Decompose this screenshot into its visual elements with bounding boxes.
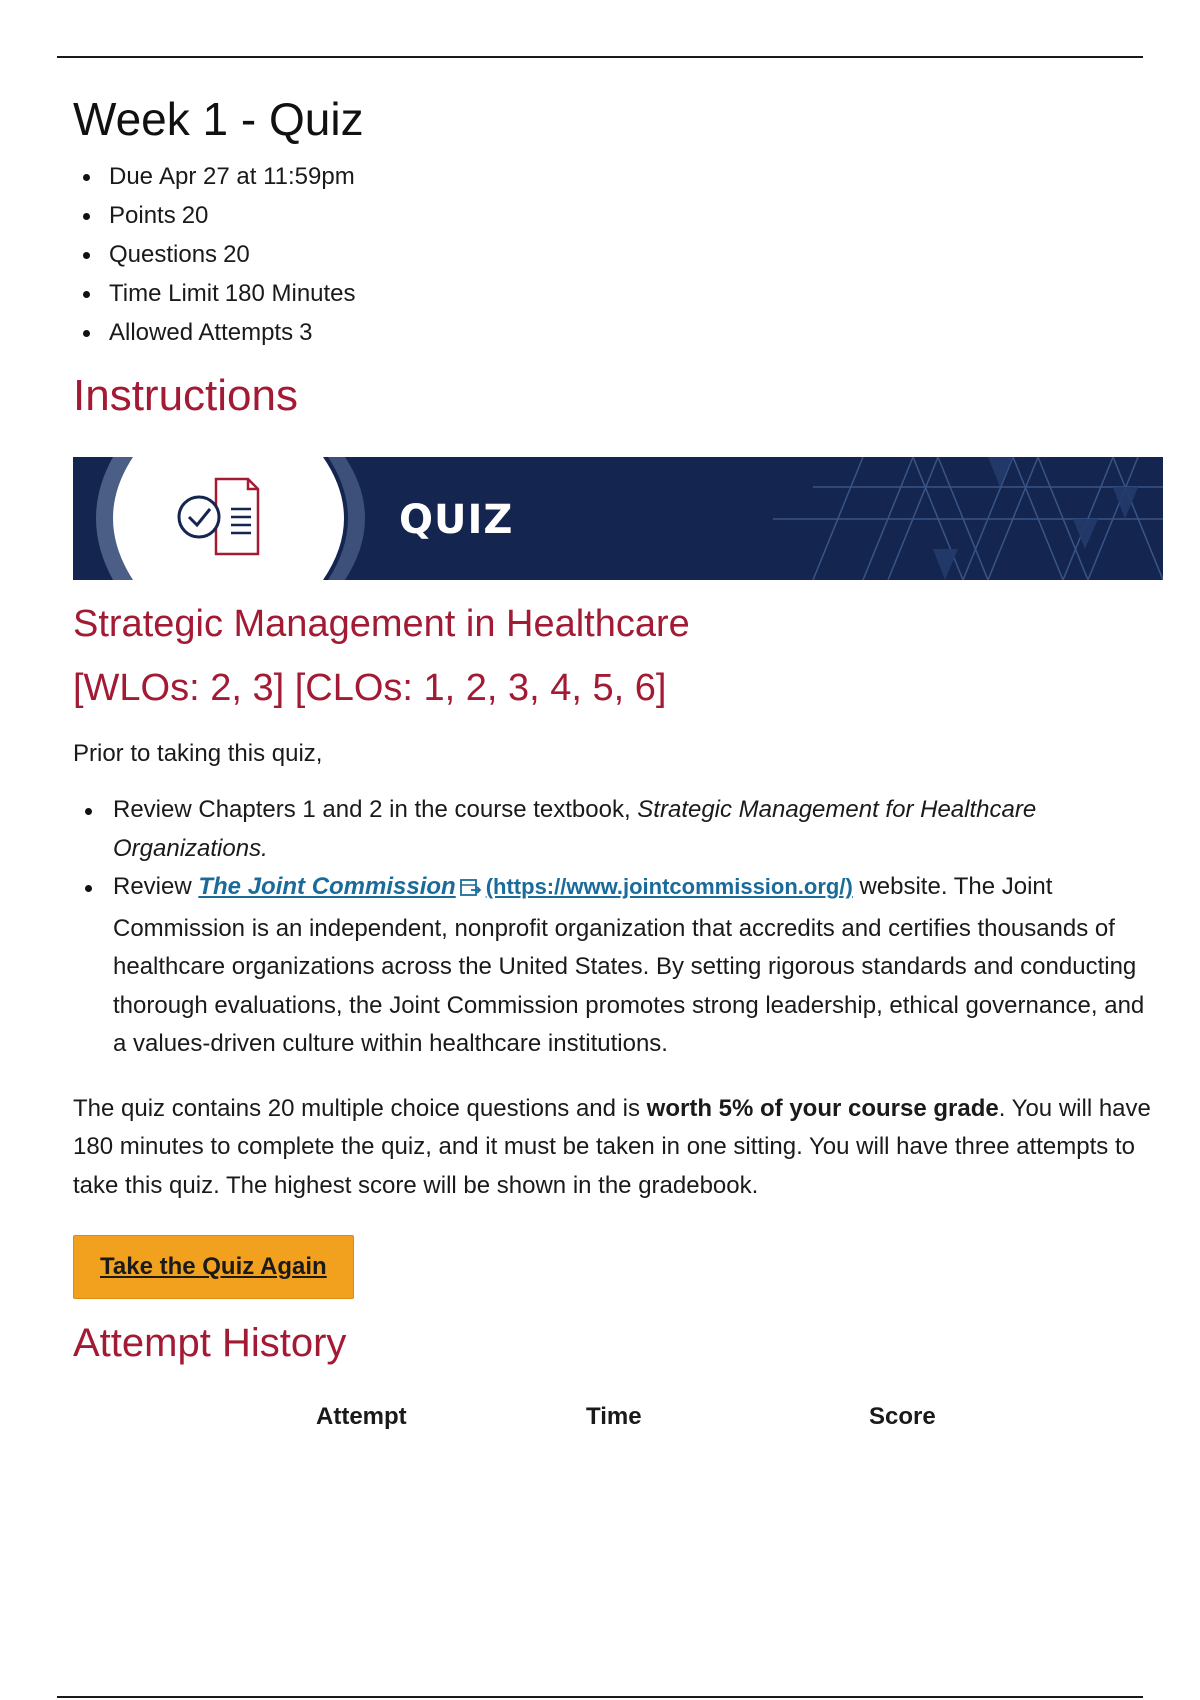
detail-points: Points 20 [109,196,1163,235]
joint-commission-link[interactable]: The Joint Commission [198,873,456,901]
learning-outcomes: [WLOs: 2, 3] [CLOs: 1, 2, 3, 4, 5, 6] [73,666,667,709]
detail-due: Due Apr 27 at 11:59pm [109,157,1163,196]
intro-text: Prior to taking this quiz, [73,740,323,768]
column-header-time: Time [586,1403,642,1431]
column-header-attempt: Attempt [316,1403,407,1431]
detail-questions: Questions 20 [109,235,1163,274]
banner-title: QUIZ [399,496,514,543]
instructions-heading: Instructions [73,371,298,421]
column-header-score: Score [869,1403,936,1431]
quiz-details-list [73,157,1163,352]
prep-list [73,791,1163,1064]
prep-item-textbook: Review Chapters 1 and 2 in the course textbook, Strategic Management for Healthcare Organizations. [113,791,1163,868]
bottom-divider [57,1696,1143,1698]
quiz-page [73,92,1163,1443]
attempt-history-table [73,1395,1163,1443]
grade-weight: worth 5% of your course grade [646,1094,999,1122]
prep-item-joint-commission: Review The Joint Commission (https://www.jointcommission.org/) website. The Joint Commission is an independent, nonprofit organization that accredits and certifies thousands of healthcare organizations across the United States. By setting rigorous standards and conducting thorough evaluations, the Joint Commission promotes strong leadership, ethical governance, and a values-driven culture within healthcare institutions. [113,868,1163,1064]
detail-time-limit: Time Limit 180 Minutes [109,274,1163,313]
quiz-banner [73,457,1163,580]
page-title: Week 1 - Quiz [73,93,364,145]
top-divider [57,56,1143,58]
textbook-title: Strategic Management for Healthcare Organizations [113,796,1037,862]
joint-commission-url[interactable]: (https://www.jointcommission.org/) [485,874,853,900]
attempt-history-heading: Attempt History [73,1321,347,1366]
take-quiz-again-button[interactable]: Take the Quiz Again [73,1235,354,1299]
quiz-summary: The quiz contains 20 multiple choice questions and is worth 5% of your course grade. You will have 180 minutes to complete the quiz, and it must be taken in one sitting. You will have three attempts to take this quiz. The highest score will be shown in the gradebook. [73,1094,1151,1199]
external-link-icon[interactable] [460,871,482,910]
banner-graphic [73,457,1163,580]
course-title: Strategic Management in Healthcare [73,602,690,645]
detail-allowed-attempts: Allowed Attempts 3 [109,313,1163,352]
